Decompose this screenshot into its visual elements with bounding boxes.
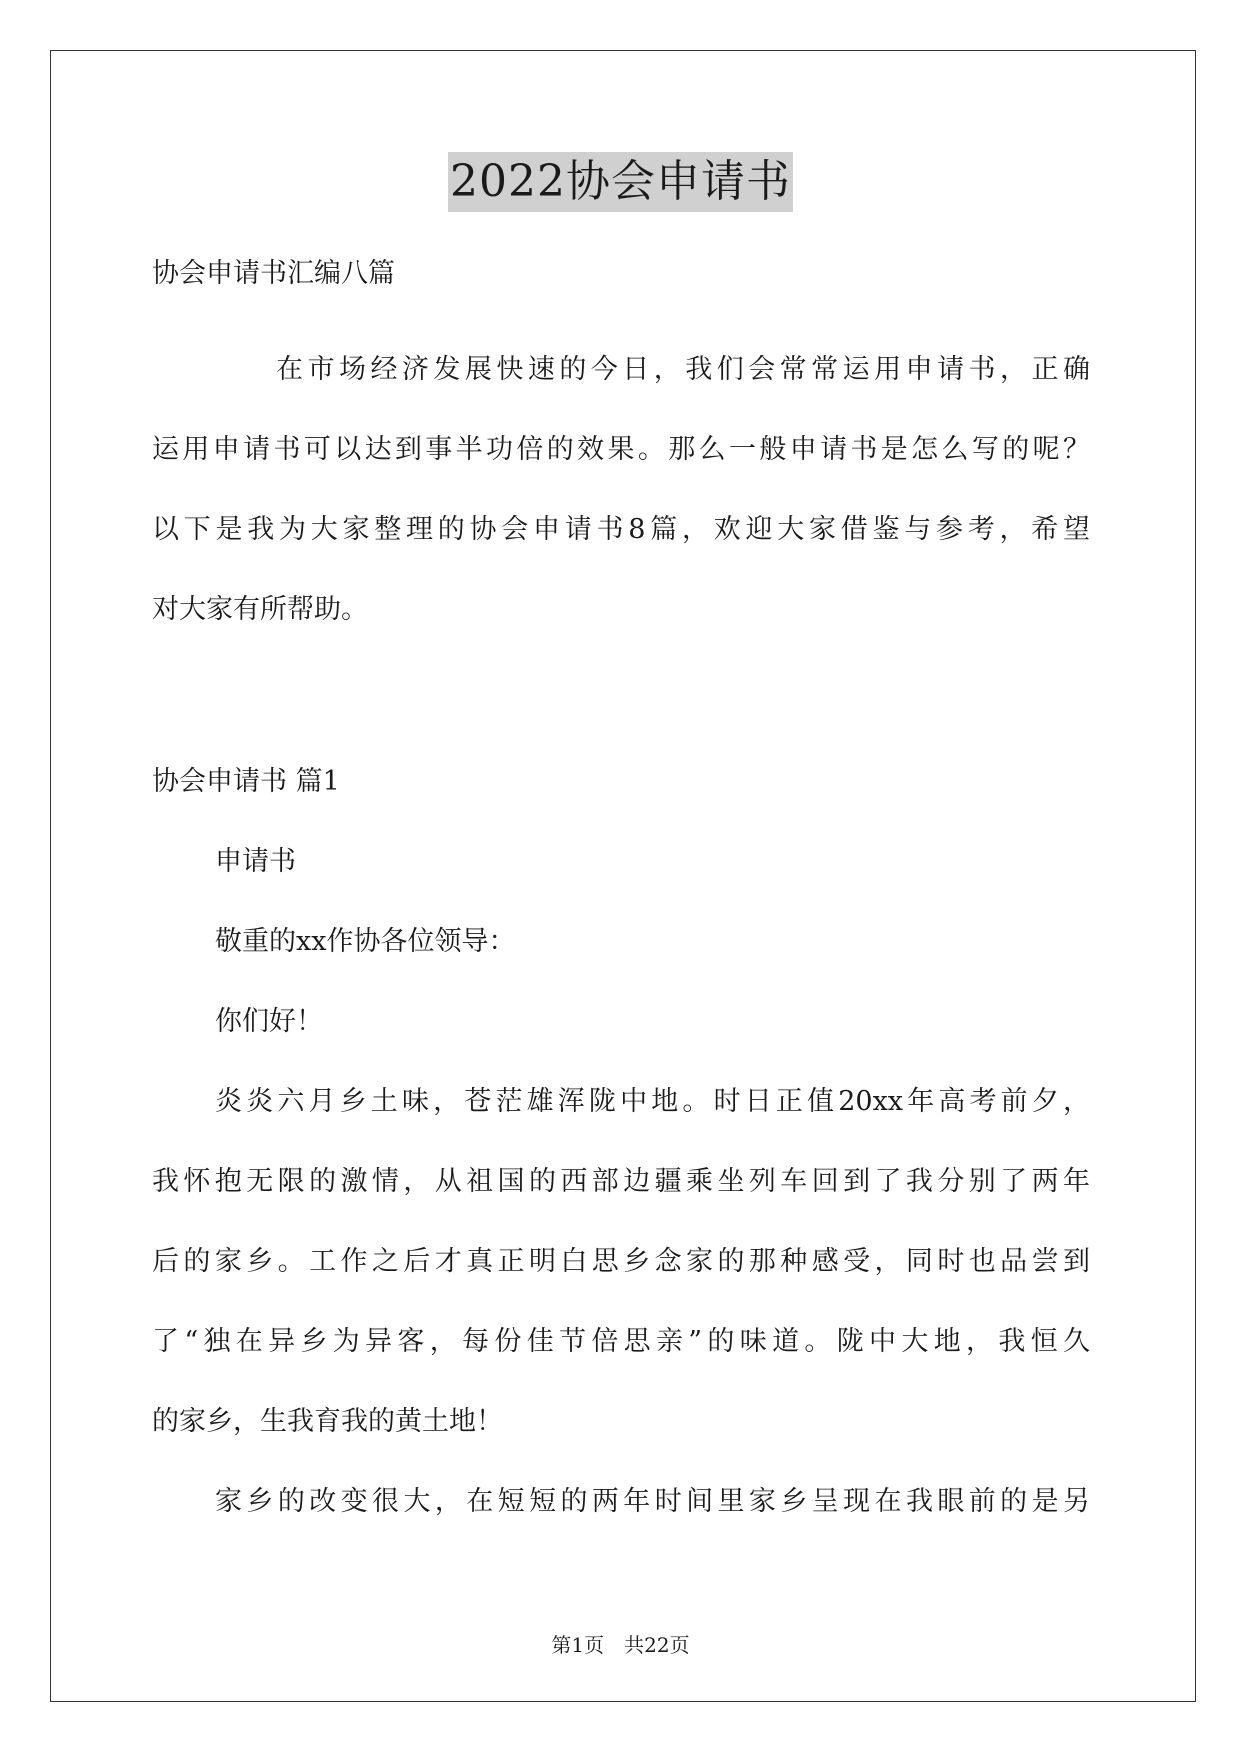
greeting: 你们好！ [215,1006,323,1037]
document-title [0,152,1241,212]
paragraph-line: 运用申请书可以达到事半功倍的效果。那么一般申请书是怎么写的呢？ [152,434,1090,465]
paragraph-line: 对大家有所帮助。 [152,594,368,625]
salutation: 敬重的xx作协各位领导： [215,926,516,957]
section-heading: 协会申请书 篇1 [152,766,340,797]
subtitle-line: 协会申请书汇编八篇 [152,258,395,289]
paragraph-line: 在市场经济发展快速的今日，我们会常常运用申请书，正确 [276,354,1090,385]
paragraph-line: 我怀抱无限的激情，从祖国的西部边疆乘坐列车回到了我分别了两年 [152,1166,1090,1197]
paragraph-line: 了“独在异乡为异客，每份佳节倍思亲”的味道。陇中大地，我恒久 [152,1326,1090,1357]
letter-title: 申请书 [215,846,296,877]
paragraph-line: 炎炎六月乡土味，苍茫雄浑陇中地。时日正值20xx年高考前夕， [215,1086,1090,1117]
paragraph-line: 家乡的改变很大，在短短的两年时间里家乡呈现在我眼前的是另 [215,1486,1090,1517]
title-text: 2022协会申请书 [448,152,793,212]
paragraph-line: 以下是我为大家整理的协会申请书8篇，欢迎大家借鉴与参考，希望 [152,514,1090,545]
paragraph-line: 后的家乡。工作之后才真正明白思乡念家的那种感受，同时也品尝到 [152,1246,1090,1277]
paragraph-line: 的家乡，生我育我的黄土地！ [152,1406,503,1437]
page-footer: 第1页 共22页 [551,1633,690,1657]
